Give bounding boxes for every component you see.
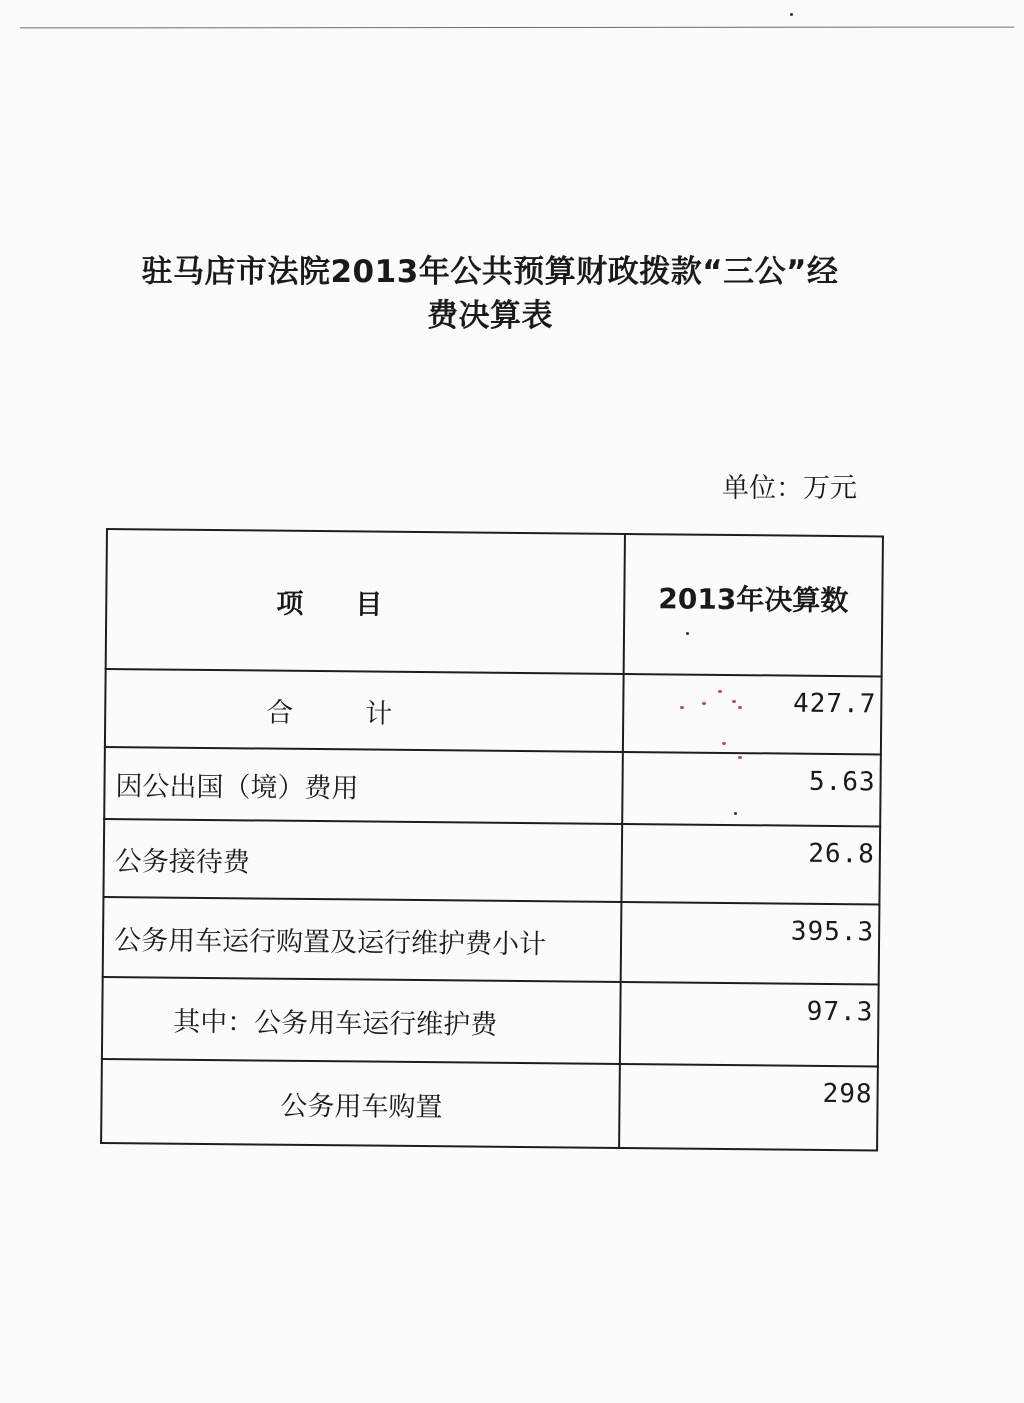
total-char-2: 计 [365,697,393,730]
row-label-vehicle-subtotal: 公务用车运行购置及运行维护费小计 [103,897,622,982]
table-row-vehicle-maintenance [102,977,879,1066]
header-item-char-2: 目 [355,588,385,621]
row-label-total [105,669,624,752]
ink-speck [738,756,742,759]
scan-edge-line [20,27,1014,29]
row-value-total: 427.7 [623,674,882,754]
row-label-travel: 因公出国（境）费用 [104,747,623,824]
title-line-2: 费决算表 [427,298,553,334]
title-line-1: 驻马店市法院2013年公共预算财政拨款“三公”经 [141,254,839,290]
row-label-reception: 公务接待费 [103,819,622,902]
table-row-travel [104,747,881,826]
table-header-row [106,529,883,676]
scan-dot [790,13,793,16]
header-item-char-1: 项 [276,588,306,620]
table-row-vehicle-subtotal [103,897,880,984]
table-row-reception [103,819,880,904]
row-label-vehicle-maintenance: 其中：公务用车运行维护费 [102,977,621,1064]
row-value-reception: 26.8 [621,824,880,904]
unit-label: 单位：万元 [722,473,857,504]
row-value-vehicle-subtotal: 395.3 [621,902,880,984]
scan-dot [686,632,689,635]
ink-speck [718,690,722,693]
header-year: 2013年决算数 [624,534,883,676]
row-value-vehicle-purchase: 298 [619,1064,878,1150]
table-row-total [105,669,882,754]
table-row-vehicle-purchase [101,1059,878,1150]
ink-speck [738,706,742,709]
row-label-vehicle-purchase: 公务用车购置 [101,1059,620,1148]
header-item [106,529,625,674]
ink-speck [732,700,736,703]
page-title [100,250,880,338]
total-char-1: 合 [266,697,294,729]
budget-table-container [100,528,892,1152]
budget-table [100,528,884,1151]
row-value-travel: 5.63 [622,752,881,826]
scan-dot [734,812,737,815]
ink-speck [722,742,726,745]
row-value-vehicle-maintenance: 97.3 [620,982,879,1066]
ink-speck [680,706,684,709]
ink-speck [702,702,706,705]
